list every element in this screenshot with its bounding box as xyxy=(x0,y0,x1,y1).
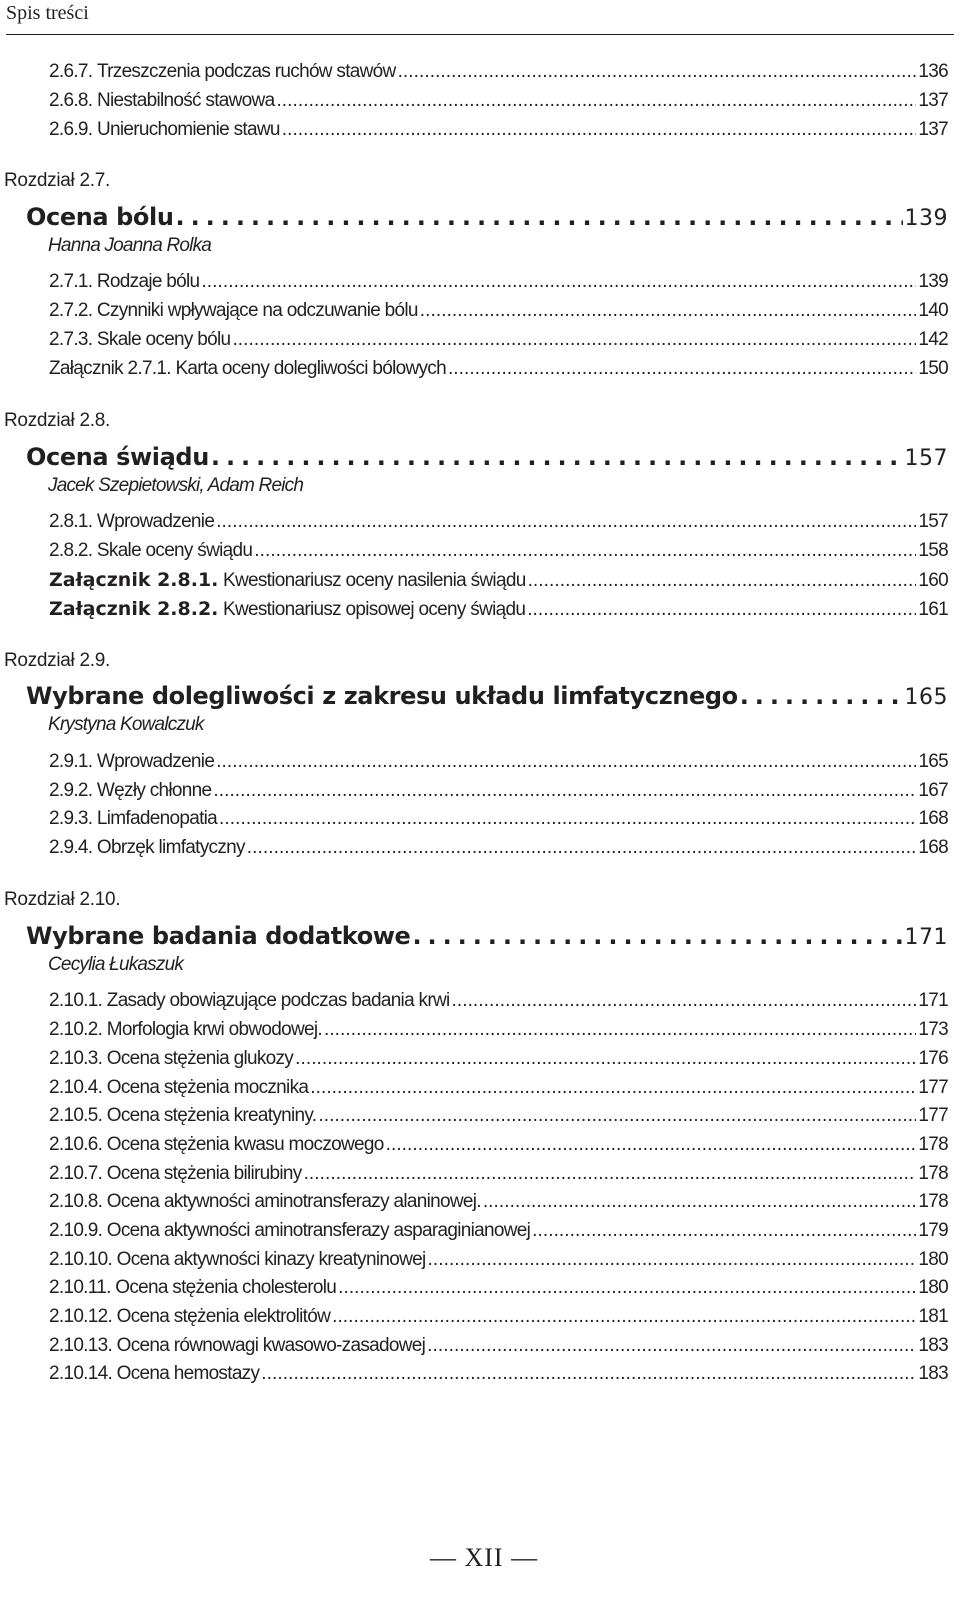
leader-dots xyxy=(211,443,903,471)
entry-title: 2.10.2. Morfologia krwi obwodowej. xyxy=(49,1019,322,1040)
chapter-label: Rozdział 2.10. xyxy=(4,889,121,910)
page-number: 168 xyxy=(918,808,948,829)
page-number: 139 xyxy=(904,206,948,231)
toc-entry[interactable] xyxy=(49,1306,948,1332)
leader-dots xyxy=(428,1249,917,1271)
leader-dots xyxy=(232,329,916,351)
leader-dots xyxy=(427,1335,916,1357)
leader-dots xyxy=(282,119,917,141)
leader-dots xyxy=(332,1306,916,1328)
toc-entry[interactable] xyxy=(49,1048,948,1074)
page-number: 171 xyxy=(904,925,948,950)
entry-title: 2.10.7. Ocena stężenia bilirubiny xyxy=(49,1163,302,1184)
page-number: 171 xyxy=(918,990,948,1011)
toc-entry[interactable] xyxy=(49,329,948,355)
toc-entry[interactable] xyxy=(49,1335,948,1361)
entry-title: 2.10.9. Ocena aktywności aminotransferazy asparaginianowej xyxy=(49,1220,531,1241)
entry-title: 2.10.11. Ocena stężenia cholesterolu xyxy=(49,1277,337,1298)
page-number: 168 xyxy=(918,837,948,858)
entry-title: 2.7.2. Czynniki wpływające na odczuwanie bólu xyxy=(49,300,418,321)
chapter-title: Wybrane badania dodatkowe xyxy=(26,922,411,950)
toc-entry[interactable] xyxy=(49,540,948,566)
page-number: 165 xyxy=(918,751,948,772)
leader-dots xyxy=(310,1077,916,1099)
leader-dots xyxy=(483,1191,917,1213)
page-number: 140 xyxy=(918,300,948,321)
toc-entry[interactable] xyxy=(49,1077,948,1103)
toc-entry[interactable] xyxy=(49,1134,948,1160)
running-header xyxy=(6,0,954,35)
leader-dots xyxy=(219,808,916,830)
chapter-title-row[interactable] xyxy=(26,922,948,954)
page-number: 167 xyxy=(918,780,948,801)
entry-title: 2.8.2. Skale oceny świądu xyxy=(49,540,253,561)
annex-label: Załącznik 2.8.2. xyxy=(49,598,219,620)
entry-title: 2.10.13. Ocena równowagi kwasowo-zasadowej xyxy=(49,1335,426,1356)
toc-entry[interactable] xyxy=(49,751,948,777)
leader-dots xyxy=(448,358,916,380)
annex-label: Załącznik 2.8.1. xyxy=(49,569,219,591)
chapter-label: Rozdział 2.9. xyxy=(4,650,110,671)
entry-title: Trzeszczenia podczas ruchów stawów xyxy=(96,61,396,82)
leader-dots xyxy=(276,90,916,112)
leader-dots xyxy=(201,271,916,293)
page-number: 173 xyxy=(918,1019,948,1040)
leader-dots xyxy=(324,1019,916,1041)
entry-title: Kwestionariusz opisowej oceny świądu xyxy=(223,599,526,620)
chapter-title-row[interactable] xyxy=(26,203,948,235)
chapter-label: Rozdział 2.8. xyxy=(4,410,110,431)
toc-entry[interactable] xyxy=(49,1019,948,1045)
leader-dots xyxy=(295,1048,916,1070)
entry-number: 2.6.9. xyxy=(49,119,93,140)
page-number: 181 xyxy=(918,1306,948,1327)
toc-entry[interactable] xyxy=(49,90,948,116)
entry-title: 2.7.3. Skale oceny bólu xyxy=(49,329,231,350)
chapter-author: Cecylia Łukaszuk xyxy=(48,954,184,975)
toc-entry[interactable] xyxy=(49,61,948,87)
page-number: 176 xyxy=(918,1048,948,1069)
page-number: 157 xyxy=(904,446,948,471)
toc-entry[interactable] xyxy=(49,990,948,1016)
page-number: 178 xyxy=(918,1134,948,1155)
chapter-title: Ocena bólu xyxy=(26,203,174,231)
entry-title: 2.10.6. Ocena stężenia kwasu moczowego xyxy=(49,1134,384,1155)
chapter-author: Hanna Joanna Rolka xyxy=(48,235,212,256)
leader-dots xyxy=(420,300,917,322)
chapter-title-row[interactable] xyxy=(26,443,948,475)
leader-dots xyxy=(398,61,917,83)
entry-title: 2.10.5. Ocena stężenia kreatyniny. xyxy=(49,1105,317,1126)
chapter-title-row[interactable] xyxy=(26,682,948,714)
page-number: 160 xyxy=(918,570,948,591)
entry-title: 2.10.14. Ocena hemostazy xyxy=(49,1363,260,1384)
entry-title: 2.8.1. Wprowadzenie xyxy=(49,511,215,532)
leader-dots xyxy=(412,922,902,950)
toc-entry[interactable] xyxy=(49,271,948,297)
chapter-author: Jacek Szepietowski, Adam Reich xyxy=(48,475,304,496)
page-number: 178 xyxy=(918,1163,948,1184)
entry-number: 2.6.7. xyxy=(49,61,93,82)
header-title: Spis treści xyxy=(6,2,89,24)
entry-title: 2.7.1. Rodzaje bólu xyxy=(49,271,200,292)
leader-dots xyxy=(216,751,916,773)
page-number: 157 xyxy=(918,511,948,532)
toc-entry[interactable] xyxy=(49,511,948,537)
entry-title: 2.9.3. Limfadenopatia xyxy=(49,808,218,829)
page-number: 177 xyxy=(918,1105,948,1126)
toc-entry[interactable] xyxy=(49,1220,948,1246)
leader-dots xyxy=(740,682,903,710)
entry-title: Niestabilność stawowa xyxy=(96,90,275,111)
leader-dots xyxy=(532,1220,916,1242)
entry-title: 2.10.1. Zasady obowiązujące podczas badania krwi xyxy=(49,990,450,1011)
chapter-label: Rozdział 2.7. xyxy=(4,170,110,191)
page-number: 165 xyxy=(904,685,948,710)
entry-title: Załącznik 2.7.1. Karta oceny dolegliwości bólowych xyxy=(49,358,446,379)
entry-title: 2.10.8. Ocena aktywności aminotransferazy alaninowej. xyxy=(49,1191,481,1212)
page-number: 180 xyxy=(918,1249,948,1270)
page-number: 158 xyxy=(918,540,948,561)
entry-title: 2.9.2. Węzły chłonne xyxy=(49,780,212,801)
page-number: 183 xyxy=(918,1363,948,1384)
leader-dots xyxy=(318,1105,916,1127)
toc-entry[interactable] xyxy=(49,837,948,863)
page-number: 137 xyxy=(918,119,948,140)
entry-number: 2.6.8. xyxy=(49,90,93,111)
leader-dots xyxy=(261,1363,916,1385)
leader-dots xyxy=(452,990,917,1012)
leader-dots xyxy=(213,780,916,802)
leader-dots xyxy=(528,570,917,592)
chapter-title: Ocena świądu xyxy=(26,443,209,471)
toc-entry[interactable] xyxy=(49,1363,948,1389)
leader-dots xyxy=(176,203,903,231)
leader-dots xyxy=(386,1134,917,1156)
leader-dots xyxy=(338,1277,916,1299)
toc-entry[interactable] xyxy=(49,1249,948,1275)
page-number: 178 xyxy=(918,1191,948,1212)
page-number: 180 xyxy=(918,1277,948,1298)
entry-title: 2.9.4. Obrzęk limfatyczny xyxy=(49,837,245,858)
leader-dots xyxy=(216,511,916,533)
chapter-author: Krystyna Kowalczuk xyxy=(48,714,204,735)
toc-entry[interactable] xyxy=(49,1277,948,1303)
chapter-title: Wybrane dolegliwości z zakresu układu limfatycznego xyxy=(26,682,738,710)
page-number: 136 xyxy=(918,61,948,82)
toc-entry[interactable] xyxy=(49,358,948,384)
page-number: 150 xyxy=(918,358,948,379)
entry-title: 2.10.10. Ocena aktywności kinazy kreatyninowej xyxy=(49,1249,426,1270)
toc-entry[interactable] xyxy=(49,569,948,595)
page-number: 183 xyxy=(918,1335,948,1356)
page-number: 177 xyxy=(918,1077,948,1098)
folio: — XII — xyxy=(430,1543,539,1572)
entry-title: Unieruchomienie stawu xyxy=(96,119,280,140)
toc-entry[interactable] xyxy=(49,598,948,624)
toc-entry[interactable] xyxy=(49,780,948,806)
toc-entry[interactable] xyxy=(49,119,948,145)
entry-title: 2.9.1. Wprowadzenie xyxy=(49,751,215,772)
leader-dots xyxy=(304,1163,917,1185)
toc-entry[interactable] xyxy=(49,1163,948,1189)
entry-title: 2.10.4. Ocena stężenia mocznika xyxy=(49,1077,309,1098)
toc-entry[interactable] xyxy=(49,300,948,326)
leader-dots xyxy=(254,540,916,562)
page-number: 139 xyxy=(918,271,948,292)
entry-title: 2.10.3. Ocena stężenia glukozy xyxy=(49,1048,294,1069)
page-number: 142 xyxy=(918,329,948,350)
page-number: 161 xyxy=(918,599,948,620)
leader-dots xyxy=(247,837,917,859)
entry-title: Kwestionariusz oceny nasilenia świądu xyxy=(223,570,526,591)
page-number: 179 xyxy=(918,1220,948,1241)
entry-title: 2.10.12. Ocena stężenia elektrolitów xyxy=(49,1306,331,1327)
leader-dots xyxy=(527,599,916,621)
toc-entry[interactable] xyxy=(49,808,948,834)
toc-entry[interactable] xyxy=(49,1105,948,1131)
page-number: 137 xyxy=(918,90,948,111)
toc-entry[interactable] xyxy=(49,1191,948,1217)
